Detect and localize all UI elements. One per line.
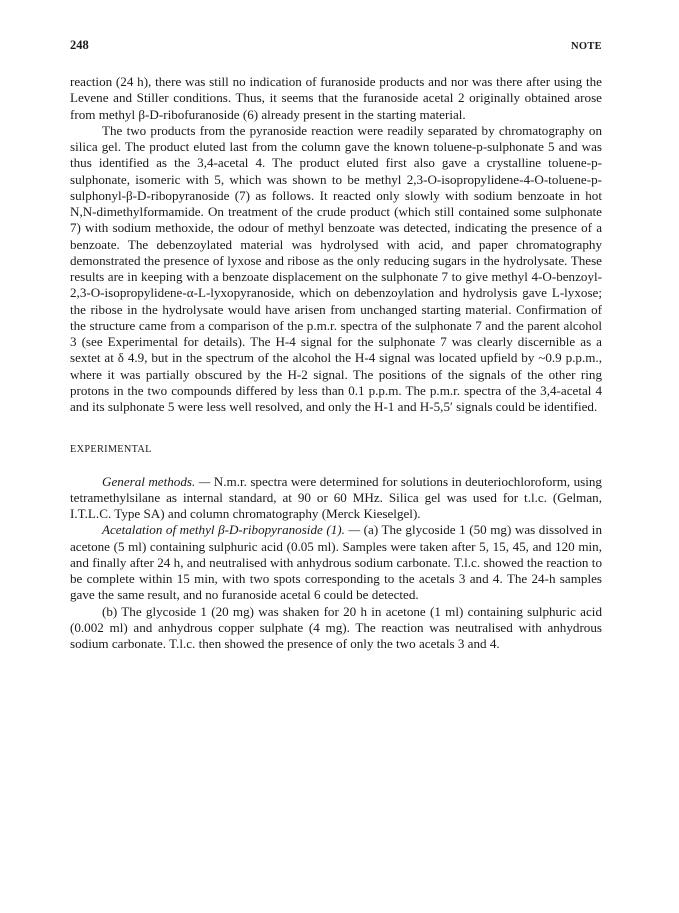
pyranoside-paragraph: The two products from the pyranoside reaction were readily separated by chromatography on silica gel. The product eluted last from the column gave the known toluene-p-sulphonate 5 and was thus identified as the 3,4-acetal 4. The product eluted first also gave a crystalline toluene-p-sulphonate, isomeric with 5, which was shown to be methyl 2,3-O-isopropylidene-4-O-toluene-p-sulphonyl-β-D-ribopyranoside (7) as follows. It reacted only slowly with sodium benzoate in hot N,N-dimethylformamide. On treatment of the crude product (which still contained some sulphonate 7) with sodium methoxide, the odour of methyl benzoate was detected, indicating the presence of a benzoate. The debenzoylated material was hydrolysed with acid, and paper chromatography demonstrated the presence of lyxose and ribose as the only reducing sugars in the hydrolysate. These results are in keeping with a benzoate displacement on the sulphonate 7 to give methyl 4-O-benzoyl-2,3-O-isopropylidene-α-L-lyxopyranoside, which on debenzoylation and hydrolysis gave L-lyxose; the ribose in the hydrolysate would have arisen from unchanged starting material. Confirmation of the structure came from a comparison of the p.m.r. spectra of the sulphonate 7 and the parent alcohol 3 (see Experimental for details). The H-4 signal for the sulphonate 7 was clearly discernible as a sextet at δ 4.9, but in the spectrum of the alcohol the H-4 signal was located upfield by ~0.9 p.p.m., where it was partially obscured by the H-2 signal. The positions of the signals of the other ring protons in the two compounds differed by less than 0.1 p.p.m. The p.m.r. spectra of the 3,4-acetal 4 and its sulphonate 5 were less well resolved, and only the H-1 and H-5,5′ signals could be identified. xyxy=(70,122,602,414)
page xyxy=(70,38,602,652)
intro-paragraph: reaction (24 h), there was still no indication of furanoside products and nor was there after using the Levene and Stiller conditions. Thus, it seems that the furanoside acetal 2 originally obtained arose from methyl β-D-ribofuranoside (6) already present in the starting material. xyxy=(70,74,602,122)
running-head xyxy=(70,38,602,54)
section-label: NOTE xyxy=(571,41,602,52)
acetalation-text: (a) The glycoside 1 (50 mg) was dissolved in acetone (5 ml) containing sulphuric acid (0.05 ml). Samples were taken after 5, 15, 45, and 120 min, and finally after 24 h, and neutralised with anhydrous sodium carbonate. T.l.c. showed the reaction to be complete within 15 min, with two spots corresponding to the acetals 3 and 4. The 24-h samples gave the same result, and no furanoside acetal 6 could be detected. xyxy=(70,522,602,603)
acetalation-paragraph xyxy=(70,522,602,603)
part-b-paragraph: (b) The glycoside 1 (20 mg) was shaken for 20 h in acetone (1 ml) containing sulphuric acid (0.002 ml) and anhydrous copper sulphate (4 mg). The reaction was neutralised with anhydrous sodium carbonate. T.l.c. then showed the presence of only the two acetals 3 and 4. xyxy=(70,603,602,651)
general-methods-title: General methods. — xyxy=(102,473,211,489)
body-text xyxy=(70,74,602,652)
page-number: 248 xyxy=(70,38,89,52)
general-methods-text: N.m.r. spectra were determined for solutions in deuteriochloroform, using tetramethylsilane as internal standard, at 90 or 60 MHz. Silica gel was used for t.l.c. (Gelman, I.T.L.C. Type SA) and column chromatography (Merck Kieselgel). xyxy=(70,473,602,521)
acetalation-title: Acetalation of methyl β-D-ribopyranoside (1). — xyxy=(102,522,361,538)
general-methods-paragraph xyxy=(70,474,602,523)
experimental-heading: EXPERIMENTAL xyxy=(70,444,152,456)
